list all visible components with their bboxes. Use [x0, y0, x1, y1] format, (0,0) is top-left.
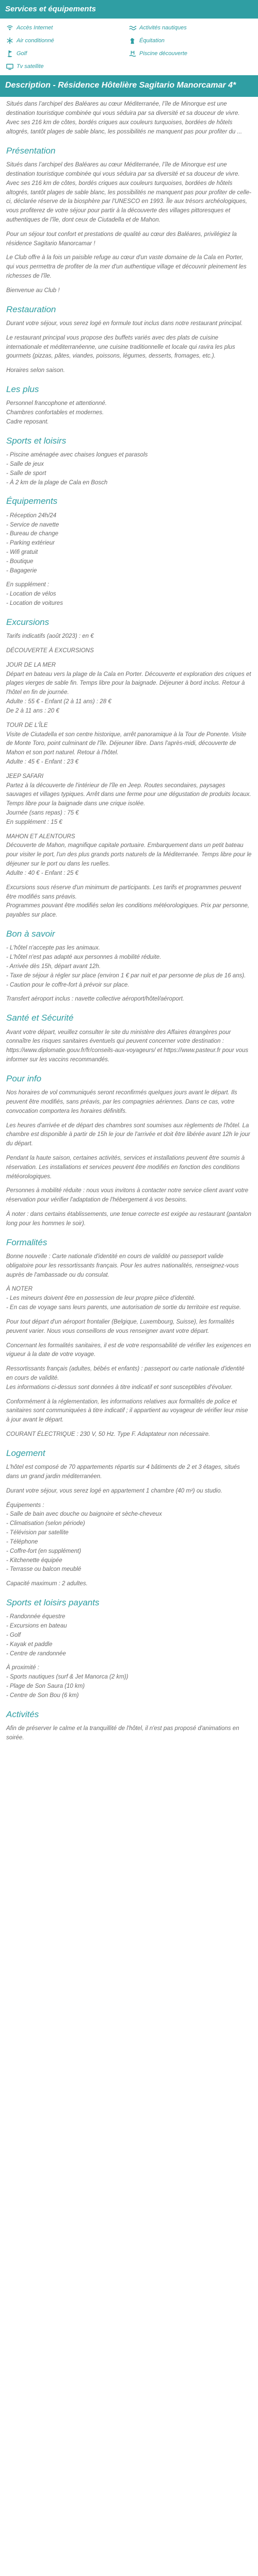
wifi-icon: [6, 24, 13, 31]
section-paragraph: À NOTER - Les mineurs doivent être en possession de leur propre pièce d'identité. - En cas de voyage sans leurs parents, une autorisation de sortie du territoire est requise.: [6, 1286, 241, 1311]
service-label: Activités nautiques: [139, 24, 187, 31]
service-label: Piscine découverte: [139, 50, 187, 57]
description-intro: Situés dans l’archipel des Baléares au cœur Méditerranée, l’île de Minorque est une destination touristique combinée qui vous séduira par sa diversité et sa douceur de vivre. Avec ses 216 km de côtes, bordés criques aux couleurs turquoises, bordées de hôtels altogrés, tantôt plages de sable blanc, les possibilités ne manquent pas pour profiter du ...: [6, 101, 243, 135]
presentation-paragraph: Le Club offre à la fois un paisible refuge au cœur d'un vaste domaine de la Cala en Porter, qui vous permettra de profiter de la mer d'un authentique village et découvrir pleinement les richesses de l'île.: [6, 255, 247, 280]
section-paragraph: Durant votre séjour, vous serez logé en formule tout inclus dans notre restaurant principal.: [6, 320, 243, 327]
section-paragraph: Bonne nouvelle : Carte nationale d'identité en cours de validité ou passeport valide obligatoire pour les ressortissants français. Pour les autres nationalités, renseignez-vous auprès de l'ambassade ou du consulat.: [6, 1253, 239, 1278]
section-paragraph: Les heures d'arrivée et de départ des chambres sont soumises aux règlements de l'hôtel. La chambre est disponible à partir de 15h le jour de l'arrivée et doit être libérée avant 12h le jour du départ.: [6, 1122, 250, 1147]
section-paragraph: Afin de préserver le calme et la tranquillité de l'hôtel, il n'est pas proposé d'animations en soirée.: [6, 1725, 239, 1741]
tv-icon: [6, 63, 13, 70]
section-paragraph: - Piscine aménagée avec chaises longues et parasols - Salle de jeux - Salle de sport - À 2 km de la plage de Cala en Bosch: [6, 452, 148, 486]
presentation-paragraph: Situés dans l’archipel des Baléares au cœur Méditerranée, l’île de Minorque est une destination touristique combinée qui vous séduira par sa diversité et sa douceur de vivre. Avec ses 216 km de côtes, bordés criques aux couleurs turquoises, bordées de hôtels altogrés, tantôt plages de sable blanc, les possibilités ne manquent pas pour profiter de celle-ci, déclarée réserve de la biosphère par l'UNESCO en 1993. Île aux trésors archéologiques, vous profiterez de votre séjour pour partir à la découverte des villages pittoresques et authentiques de l'île, dont ceux de Ciutadella et de Mahon.: [6, 162, 251, 223]
section-heading: Pour info: [6, 1073, 42, 1083]
section-heading: Équipements: [6, 496, 58, 506]
presentation-paragraph: Bienvenue au Club !: [6, 287, 60, 294]
section-heading: Formalités: [6, 1237, 47, 1247]
section-9: [6, 1447, 252, 1589]
section-paragraph: L'hôtel est composé de 70 appartements répartis sur 4 bâtiments de 2 et 3 étages, situés dans un grand jardin méditerranéen.: [6, 1464, 240, 1480]
section-paragraph: Pendant la haute saison, certaines activités, services et installations peuvent être soumis à réservation. Les installations et services peuvent être modifiés en fonction des conditions météorologiques.: [6, 1155, 245, 1180]
service-aircon: [6, 37, 129, 45]
section-0: [6, 303, 252, 376]
section-11: [6, 1708, 252, 1743]
service-golf: [6, 49, 129, 58]
section-paragraph: Ressortissants français (adultes, bébés et enfants) : passeport ou carte nationale d'identité en cours de validité. Les informations ci-dessus sont données à titre indicatif et sont susceptibles d'évoluer.: [6, 1366, 245, 1391]
section-8: [6, 1236, 252, 1439]
section-1: [6, 383, 252, 427]
sections-container: [6, 303, 252, 1743]
section-heading: Excursions: [6, 617, 50, 627]
section-heading: Sports et loisirs: [6, 435, 67, 446]
section-paragraph: Équipements : - Salle de bain avec douche ou baignoire et sèche-cheveux - Climatisation (selon période) - Télévision par satellite - Téléphone - Coffre-fort (en supplément) - Kitchenette équipée - Terrasse ou balcon meublé: [6, 1502, 162, 1573]
description-header: [0, 75, 258, 97]
section-paragraph: JOUR DE LA MER Départ en bateau vers la plage de la Cala en Porter. Découverte et exploration des criques et plages vierges de sable fin. Temps libre pour la baignade. Déjeuner à bord inclus. Retour à l'hôtel en fin de journée. Adulte : 55 € - Enfant (2 à 11 ans) : 28 € De 2 à 11 ans : 20 €: [6, 662, 251, 714]
service-label: Tv satellite: [17, 63, 44, 70]
section-paragraph: - Réception 24h/24 - Service de navette - Bureau de change - Parking extérieur - Wifi gratuit - Boutique - Bagagerie: [6, 512, 59, 574]
section-paragraph: Durant votre séjour, vous serez logé en appartement 1 chambre (40 m²) ou studio.: [6, 1487, 222, 1494]
waves-icon: [129, 24, 136, 31]
services-grid: [0, 19, 258, 75]
section-paragraph: Personnel francophone et attentionné. Chambres confortables et modernes. Cadre reposant.: [6, 400, 107, 426]
section-paragraph: - L'hôtel n'accepte pas les animaux. - L'hôtel n'est pas adapté aux personnes à mobilité réduite. - Arrivée dès 15h, départ avant 12h. - Taxe de séjour à régler sur place (environ 1 € par nuit et par personne de plus de 16 ans). - Caution pour le coffre-fort à prévoir sur place.: [6, 945, 246, 988]
section-paragraph: - Randonnée équestre - Excursions en bateau - Golf - Kayak et paddle - Centre de randonnée: [6, 1614, 67, 1657]
section-paragraph: MAHON ET ALENTOURS Découverte de Mahon, magnifique capitale portuaire. Embarquement dans un petit bateau pour visiter le port, l'un des plus grands ports naturels de la Méditerranée. Temps libre pour le déjeuner sur le port ou dans les ruelles. Adulte : 40 € - Enfant : 25 €: [6, 833, 252, 876]
section-paragraph: Tarifs indicatifs (août 2023) : en €: [6, 633, 94, 640]
service-pool: [129, 49, 252, 58]
service-internet: [6, 24, 129, 32]
section-7: [6, 1072, 252, 1229]
service-horse: [129, 37, 252, 45]
service-tv: [6, 62, 129, 71]
section-paragraph: Conformément à la réglementation, les informations relatives aux formalités de police et sanitaires sont communiquées à titre indicatif ; il appartient au voyageur de vérifier leur mise à jour avant le départ.: [6, 1398, 248, 1423]
section-heading: Les plus: [6, 384, 39, 395]
section-paragraph: Horaires selon saison.: [6, 367, 65, 374]
section-paragraph: TOUR DE L'ÎLE Visite de Ciutadella et son centre historique, arrêt panoramique à la Tour de Ponente. Visite de Monte Toro, point culminant de l'île. Déjeuner libre. Dans l'après-midi, découverte de Mahon et son port naturel. Retour à l'hôtel. Adulte : 45 € - Enfant : 23 €: [6, 722, 247, 765]
section-4: [6, 616, 252, 920]
service-label: Golf: [17, 50, 27, 57]
service-label: Air conditionné: [17, 37, 54, 44]
section-paragraph: DÉCOUVERTE À EXCURSIONS: [6, 648, 94, 654]
section-paragraph: Personnes à mobilité réduite : nous vous invitons à contacter notre service client avant votre réservation pour vérifier l'adaptation de l'hébergement à vos besoins.: [6, 1188, 249, 1204]
section-heading: Sports et loisirs payants: [6, 1597, 100, 1607]
section-paragraph: Excursions sous réserve d'un minimum de participants. Les tarifs et programmes peuvent être modifiés sans préavis. Programmes pouvant être modifiés selon les conditions météorologiques. Prix par personne, payables sur place.: [6, 884, 250, 919]
section-paragraph: Avant votre départ, veuillez consulter le site du ministère des Affaires étrangères pour connaître les risques sanitaires éventuels qui peuvent concerner votre destination : https://www.diplomatie.gouv.fr/fr/conseils-aux-voyageurs/ et https://www.pasteur.fr pour vous informer sur les vaccins recommandés.: [6, 1029, 249, 1063]
service-label: Accès Internet: [17, 24, 53, 31]
section-paragraph: Capacité maximum : 2 adultes.: [6, 1581, 88, 1587]
horse-icon: [129, 37, 136, 44]
services-title: Services et équipements: [5, 5, 96, 13]
section-heading: Santé et Sécurité: [6, 1013, 74, 1023]
section-heading: Bon à savoir: [6, 928, 55, 939]
presentation-paragraph: Pour un séjour tout confort et prestations de qualité au cœur des Baléares, privilégiez la résidence Sagitario Manorcamar !: [6, 231, 237, 247]
service-nautical: [129, 24, 252, 32]
pool-icon: [129, 50, 136, 57]
section-10: [6, 1596, 252, 1701]
section-paragraph: Transfert aéroport inclus : navette collective aéroport/hôtel/aéroport.: [6, 996, 184, 1003]
section-6: [6, 1011, 252, 1065]
section-paragraph: Pour tout départ d'un aéroport frontalier (Belgique, Luxembourg, Suisse), les formalités peuvent varier. Nous vous conseillons de vous renseigner avant votre départ.: [6, 1318, 234, 1334]
section-heading: Restauration: [6, 304, 56, 314]
description-body: [0, 97, 258, 1753]
snowflake-icon: [6, 37, 13, 44]
section-paragraph: Nos horaires de vol communiqués seront reconfirmés quelques jours avant le départ. Ils peuvent être modifiés, sans préavis, par les compagnies aériennes. Dans ce cas, votre convocation comportera les horaires définitifs.: [6, 1090, 237, 1114]
description-title: Description - Résidence Hôtelière Sagitario Manorcamar 4*: [5, 80, 236, 90]
section-2: [6, 434, 252, 488]
section-paragraph: À proximité : - Sports nautiques (surf & Jet Manorca (2 km)) - Plage de Son Saura (10 km) - Centre de Son Bou (6 km): [6, 1665, 128, 1699]
section-paragraph: COURANT ÉLECTRIQUE : 230 V, 50 Hz. Type F. Adaptateur non nécessaire.: [6, 1431, 211, 1438]
section-paragraph: Le restaurant principal vous propose des buffets variés avec des plats de cuisine internationale et méditerranéenne, une cuisine traditionnelle et locale qui ravira les plus gourmets (pizzas, pâtes, viandes, poissons, légumes, desserts, fromages, etc.).: [6, 334, 235, 360]
services-header: [0, 0, 258, 19]
section-heading: Activités: [6, 1709, 39, 1719]
presentation-heading: Présentation: [6, 145, 56, 156]
golf-icon: [6, 50, 13, 57]
section-paragraph: JEEP SAFARI Partez à la découverte de l'intérieur de l'île en Jeep. Routes secondaires, paysages sauvages et villages typiques. Arrêt dans une ferme pour une dégustation de produits locaux. Temps libre pour la baignade dans une crique isolée. Journée (sans repas) : 75 € En supplément : 15 €: [6, 773, 251, 825]
section-paragraph: En supplément : - Location de vélos - Location de voitures: [6, 582, 63, 607]
section-heading: Logement: [6, 1448, 45, 1458]
service-label: Équitation: [139, 37, 165, 44]
section-paragraph: Concernant les formalités sanitaires, il est de votre responsabilité de vérifier les exigences en vigueur à la date de votre voyage.: [6, 1342, 251, 1358]
section-5: [6, 927, 252, 1004]
section-paragraph: À noter : dans certains établissements, une tenue correcte est exigée au restaurant (pantalon long pour les hommes le soir).: [6, 1211, 251, 1227]
section-3: [6, 495, 252, 608]
